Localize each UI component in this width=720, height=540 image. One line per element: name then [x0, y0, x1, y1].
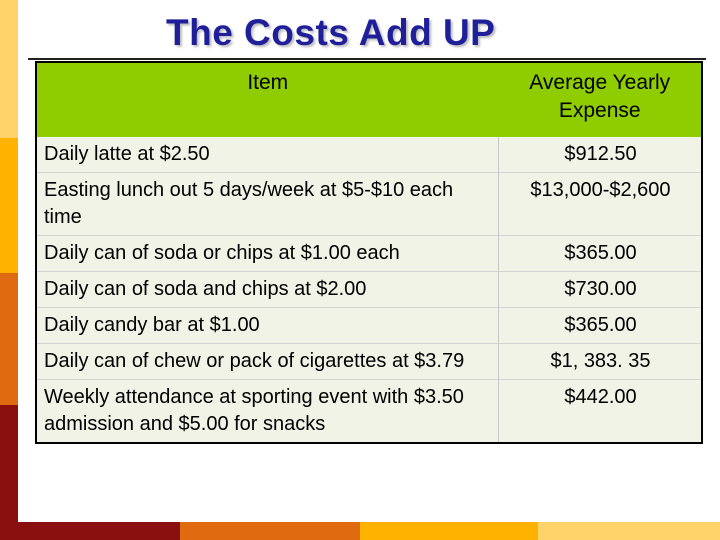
- left-accent-bar-red: [0, 405, 18, 540]
- table-header-row: [36, 62, 702, 137]
- bottom-accent-bar-orange: [360, 522, 538, 540]
- table-row: [36, 380, 702, 444]
- item-cell: Daily latte at $2.50: [36, 137, 499, 173]
- slide-title: The Costs Add UP: [166, 12, 496, 53]
- header-item: Item: [36, 62, 499, 137]
- expense-cell: $13,000-$2,600: [499, 173, 703, 236]
- item-cell: Easting lunch out 5 days/week at $5-$10 each time: [36, 173, 499, 236]
- table-row: [36, 137, 702, 173]
- costs-table: [35, 61, 703, 444]
- table-row: [36, 344, 702, 380]
- left-accent-bar-yellow: [0, 0, 18, 138]
- item-cell: Daily candy bar at $1.00: [36, 308, 499, 344]
- item-cell: Weekly attendance at sporting event with $3.50 admission and $5.00 for snacks: [36, 380, 499, 444]
- expense-cell: $365.00: [499, 236, 703, 272]
- bottom-accent-bar-red: [18, 522, 180, 540]
- expense-cell: $912.50: [499, 137, 703, 173]
- table-row: [36, 236, 702, 272]
- item-cell: Daily can of chew or pack of cigarettes at $3.79: [36, 344, 499, 380]
- table-row: [36, 173, 702, 236]
- expense-cell: $365.00: [499, 308, 703, 344]
- table-row: [36, 308, 702, 344]
- bottom-accent-bar-dark-orange: [180, 522, 360, 540]
- table-row: [36, 272, 702, 308]
- left-accent-bar-dark-orange: [0, 273, 18, 405]
- item-cell: Daily can of soda or chips at $1.00 each: [36, 236, 499, 272]
- expense-cell: $442.00: [499, 380, 703, 444]
- left-accent-bar-orange: [0, 138, 18, 273]
- item-cell: Daily can of soda and chips at $2.00: [36, 272, 499, 308]
- title-underline: [28, 58, 706, 60]
- expense-cell: $730.00: [499, 272, 703, 308]
- header-expense: Average Yearly Expense: [499, 62, 703, 137]
- bottom-accent-bar-yellow: [538, 522, 720, 540]
- expense-cell: $1, 383. 35: [499, 344, 703, 380]
